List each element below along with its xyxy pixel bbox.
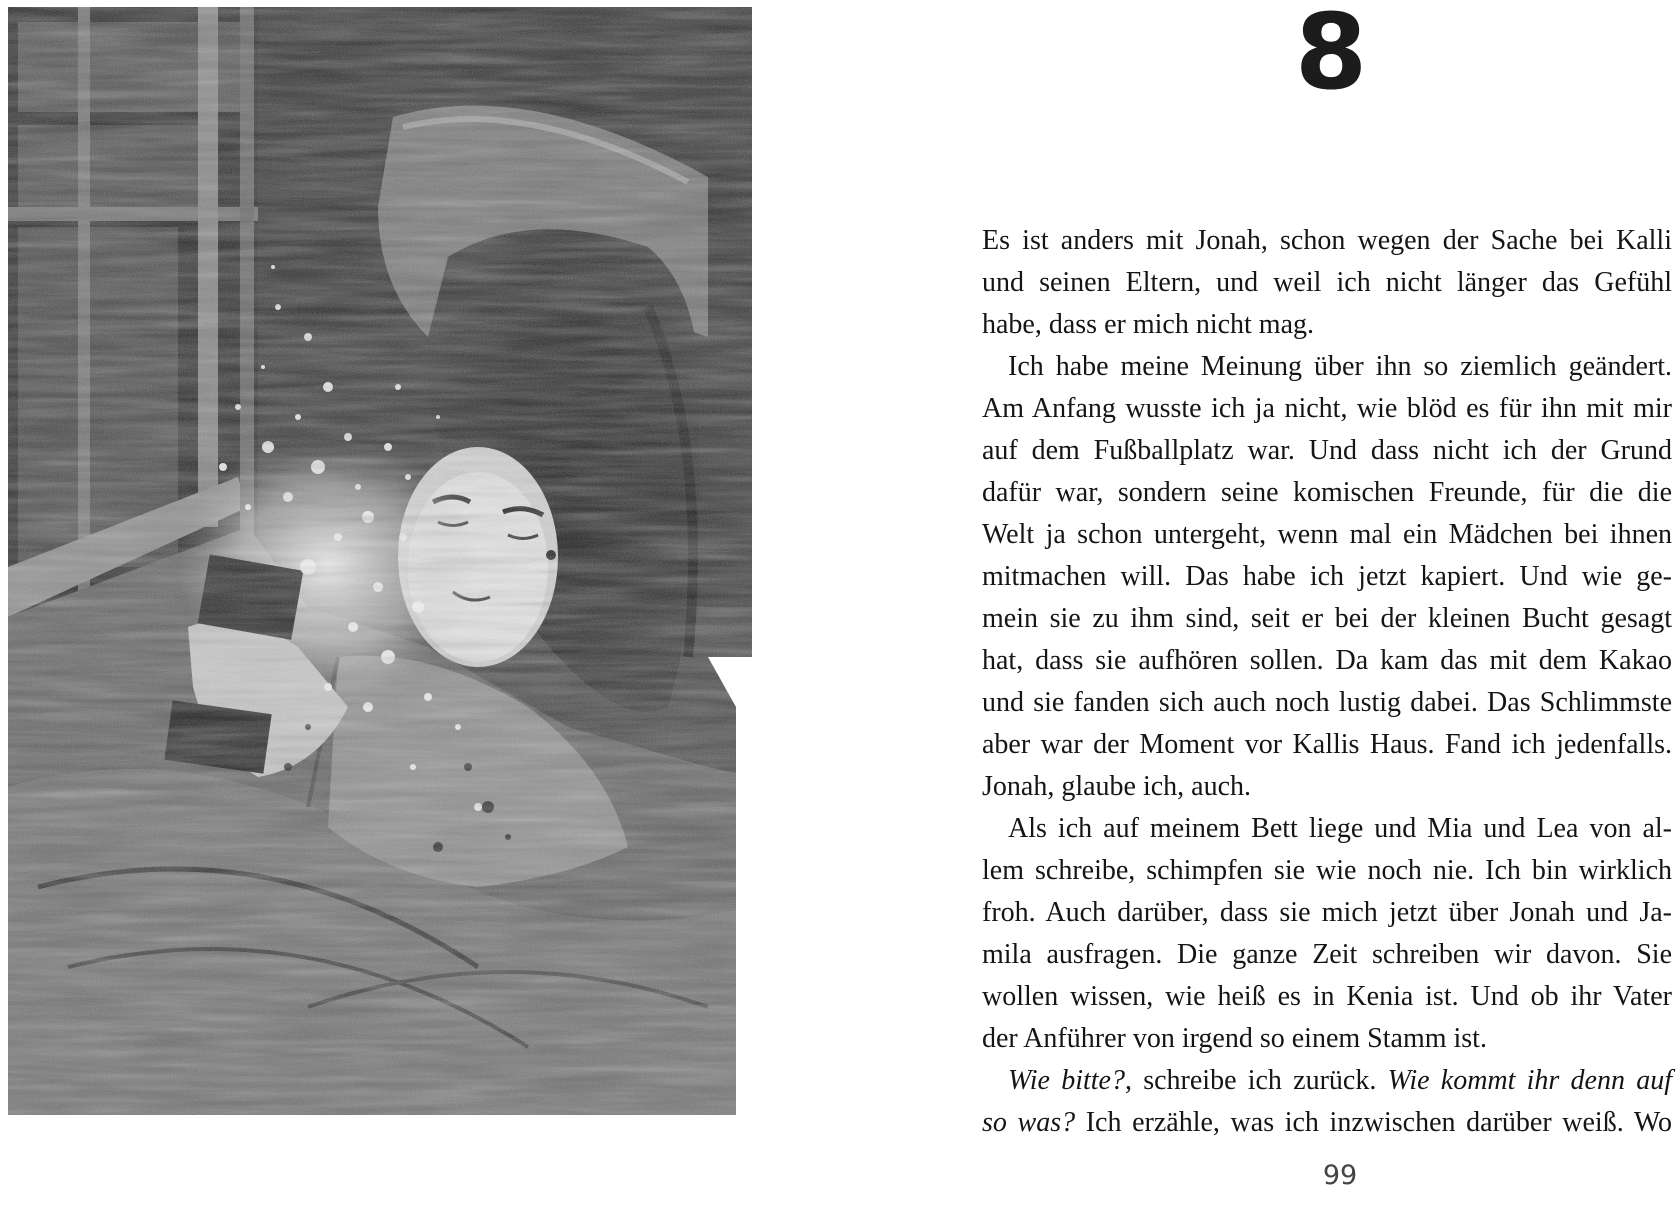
text-line: Als ich auf meinem Bett liege und Mia und Lea von al-: [1008, 813, 1672, 844]
italic-text: Wie kommt ihr denn auf: [1387, 1065, 1672, 1096]
text-line: Jonah, glaube ich, auch.: [982, 771, 1252, 802]
text-line: der Anführer von irgend so einem Stamm ist.: [982, 1023, 1487, 1054]
text-line: Am Anfang wusste ich ja nicht, wie blöd es für ihn mit mir: [982, 393, 1672, 424]
page-number: 99: [1322, 1160, 1358, 1191]
paragraph-4: [982, 1060, 1672, 1144]
normal-text: Ich erzähle, was ich inzwischen darüber weiß. Wo: [1075, 1107, 1673, 1138]
text-line: mila ausfragen. Die ganze Zeit schreiben wir davon. Sie: [982, 939, 1672, 970]
text-line: habe, dass er mich nicht mag.: [982, 309, 1315, 340]
text-line: mitmachen will. Das habe ich jetzt kapiert. Und wie ge-: [982, 561, 1672, 592]
normal-text: , schreibe ich zurück.: [1124, 1065, 1388, 1096]
text-line: dafür war, sondern seine komischen Freunde, für die die: [982, 477, 1672, 508]
text-line: aber war der Moment vor Kallis Haus. Fand ich jedenfalls.: [982, 729, 1672, 760]
text-line: [982, 1102, 1672, 1144]
chapter-number: 8: [1294, 0, 1366, 113]
text-line: Es ist anders mit Jonah, schon wegen der Sache bei Kalli: [982, 225, 1672, 256]
text-line: auf dem Fußballplatz war. Und dass nicht ich der Grund: [982, 435, 1672, 466]
paragraph-1: [982, 220, 1672, 346]
italic-text: Wie bitte?: [1008, 1065, 1125, 1096]
girl-in-bed-with-phone-illustration-icon: [8, 7, 752, 1115]
paragraph-3: [982, 808, 1672, 1060]
chapter-illustration: [8, 7, 752, 1115]
italic-text: so was?: [982, 1107, 1076, 1138]
text-line: [982, 1060, 1672, 1102]
chapter-body-text: [982, 220, 1672, 1144]
text-line: und seinen Eltern, und weil ich nicht länger das Gefühl: [982, 267, 1672, 298]
text-line: Ich habe meine Meinung über ihn so ziemlich geändert.: [1008, 351, 1672, 382]
paragraph-2: [982, 346, 1672, 808]
text-line: und sie fanden sich auch noch lustig dabei. Das Schlimmste: [982, 687, 1672, 718]
text-line: Welt ja schon untergeht, wenn mal ein Mädchen bei ihnen: [982, 519, 1672, 550]
text-line: froh. Auch darüber, dass sie mich jetzt über Jonah und Ja-: [982, 897, 1672, 928]
text-line: hat, dass sie aufhören sollen. Da kam das mit dem Kakao: [982, 645, 1672, 676]
text-line: wollen wissen, wie heiß es in Kenia ist. Und ob ihr Vater: [982, 981, 1672, 1012]
text-line: mein sie zu ihm sind, seit er bei der kleinen Bucht gesagt: [982, 603, 1672, 634]
text-line: lem schreibe, schimpfen sie wie noch nie. Ich bin wirklich: [982, 855, 1672, 886]
